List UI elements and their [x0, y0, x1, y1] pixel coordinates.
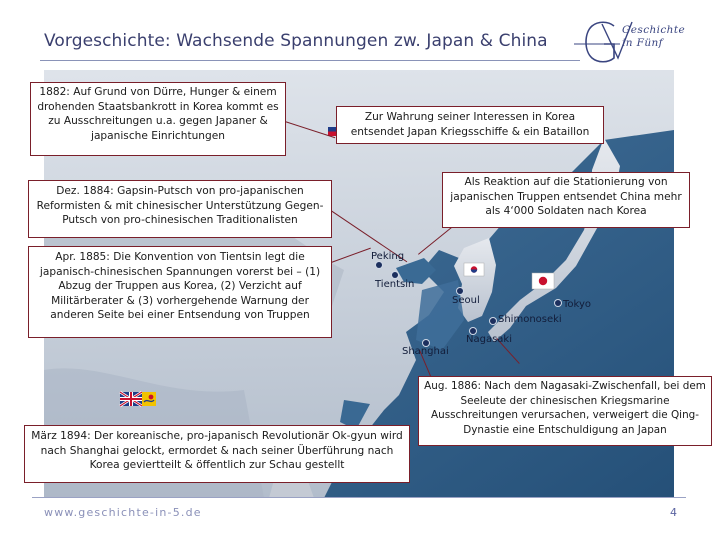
- logo-script-line1: Geschichte: [622, 24, 686, 36]
- city-dot-seoul: [457, 288, 463, 294]
- city-label-seoul: Seoul: [452, 295, 480, 306]
- box-reaktion: Als Reaktion auf die Stationierung von japanischen Truppen entsendet China mehr als 4‘000 Soldaten nach Korea: [442, 172, 690, 228]
- city-label-tientsin: Tientsin: [375, 279, 415, 290]
- british-flag-icon: [120, 392, 142, 406]
- city-dot-tokyo: [555, 300, 561, 306]
- city-label-shimonoseki: Shimonoseki: [498, 314, 562, 325]
- page-number: 4: [670, 506, 677, 519]
- slide-title: Vorgeschichte: Wachsende Spannungen zw. Japan & China: [44, 31, 548, 51]
- box-1885: Apr. 1885: Die Konvention von Tientsin legt die japanisch-chinesischen Spannungen vorerst bei – (1) Abzug der Truppen aus Korea, (2) Verzicht auf Militärberater & (3) vorhergehende Warnung der anderen Seite bei einer Entsendung von Truppen: [28, 246, 332, 338]
- footer-url[interactable]: www.geschichte-in-5.de: [44, 506, 202, 519]
- korea-flag-icon: [464, 263, 484, 276]
- city-label-peking: Peking: [371, 251, 405, 262]
- logo-script-line2: in Fünf: [622, 37, 663, 49]
- box-1884: Dez. 1884: Gapsin-Putsch von pro-japanischen Reformisten & mit chinesischer Unterstützung Gegen-Putsch von pro-chinesischen Traditionalisten: [28, 180, 332, 238]
- japan-flag-icon: [532, 273, 554, 289]
- qing-china-flag-icon: [142, 392, 156, 406]
- box-1886: Aug. 1886: Nach dem Nagasaki-Zwischenfall, bei dem Seeleute der chinesischen Kriegsmarine Ausschreitungen verursachen, verweigert die Qing-Dynastie eine Entschuldigung an Japan: [418, 376, 712, 446]
- city-dot-peking: [376, 262, 382, 268]
- box-1882: 1882: Auf Grund von Dürre, Hunger & einem drohenden Staatsbankrott in Korea kommt es zu Ausschreitungen u.a. gegen Japaner & japanische Einrichtungen: [30, 82, 286, 156]
- city-dot-shimonoseki: [490, 318, 496, 324]
- city-dot-tientsin: [392, 272, 398, 278]
- city-label-tokyo: Tokyo: [563, 299, 591, 310]
- city-label-shanghai: Shanghai: [402, 346, 449, 357]
- city-label-nagasaki: Nagasaki: [466, 334, 512, 345]
- title-rule: [40, 60, 580, 61]
- logo-script: [622, 24, 685, 50]
- footer-rule: [32, 497, 686, 498]
- box-1894: März 1894: Der koreanische, pro-japanisch Revolutionär Ok-gyun wird nach Shanghai gelockt, ermordet & nach seiner Überführung nach Korea geviertteilt & öffentlich zur Schau gestellt: [24, 425, 410, 483]
- box-kriegsschiffe: Zur Wahrung seiner Interessen in Korea entsendet Japan Kriegsschiffe & ein Bataillon: [336, 106, 604, 144]
